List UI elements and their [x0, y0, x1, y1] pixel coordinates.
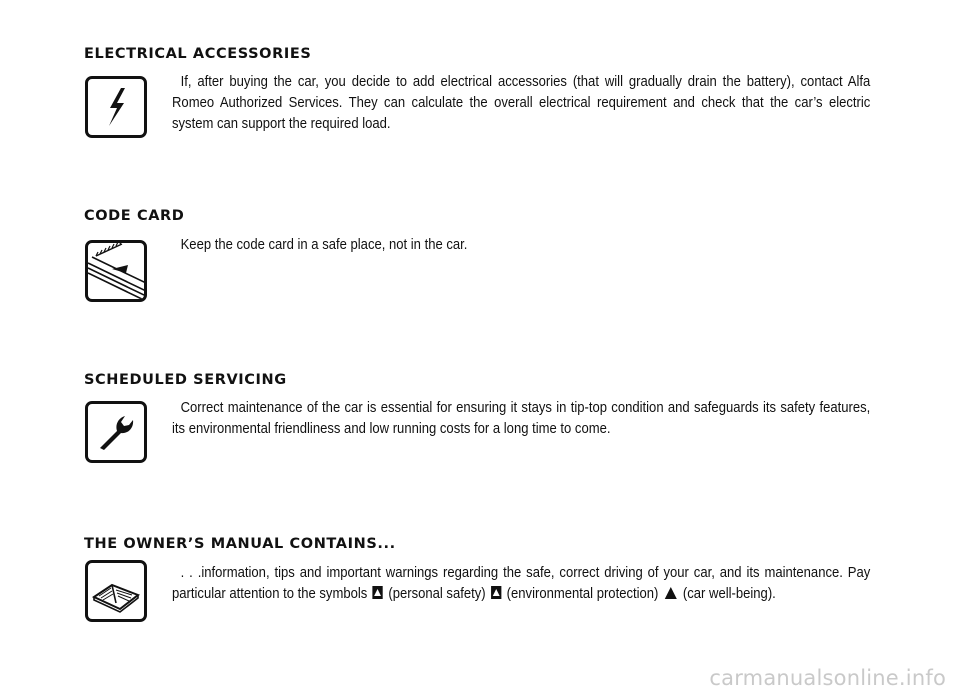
code-card-icon: [85, 240, 147, 302]
lightning-bolt-icon: [85, 76, 147, 138]
personal-safety-symbol-icon: [373, 586, 383, 599]
manual-text-part-1: . . .information, tips and important warnings regarding the safe, correct driving of your car, and its maintenance. Pay particular attention to the symbols: [172, 564, 871, 602]
section-heading: CODE CARD: [84, 208, 185, 224]
open-book-icon: [85, 560, 147, 622]
wrench-icon: [85, 401, 147, 463]
section-heading: THE OWNER’S MANUAL CONTAINS...: [84, 536, 396, 552]
section-heading: ELECTRICAL ACCESSORIES: [84, 46, 312, 62]
section-body-text: Correct maintenance of the car is essential for ensuring it stays in tip-top condition and safeguards its safety features, its environmental friendliness and low running costs for a long time to come.: [172, 399, 871, 437]
watermark: carmanualsonline.info: [709, 666, 946, 690]
section-body-text: [172, 562, 870, 604]
section-body-text: If, after buying the car, you decide to add electrical accessories (that will gradually drain the battery), contact Alfa Romeo Authorized Services. They can calculate the overall electrical requirement and check that the car’s electric system can support the required load.: [172, 73, 871, 132]
section-body-text: Keep the code card in a safe place, not in the car.: [180, 236, 468, 253]
environmental-protection-symbol-icon: [491, 586, 501, 599]
section-heading: SCHEDULED SERVICING: [84, 372, 287, 388]
manual-text-part-4: (car well-being).: [682, 585, 776, 602]
manual-text-part-2: (personal safety): [388, 585, 486, 602]
manual-text-part-3: (environmental protection): [506, 585, 659, 602]
car-well-being-symbol-icon: [665, 587, 677, 599]
